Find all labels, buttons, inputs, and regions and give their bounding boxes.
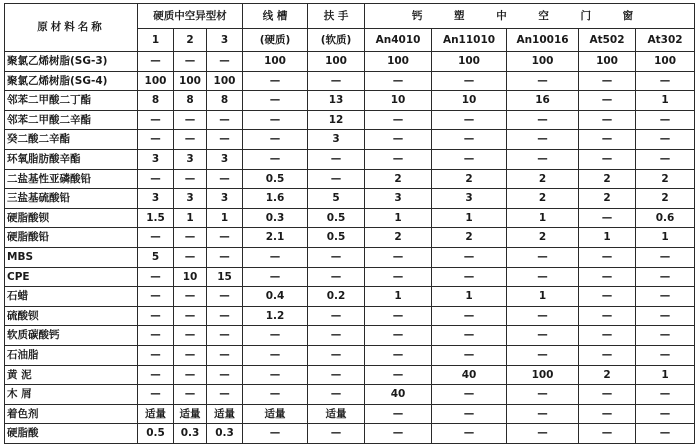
value-cell: — (579, 326, 636, 346)
hollow-col-1: 1 (138, 29, 174, 52)
value-cell: 100 (308, 52, 365, 72)
value-cell: — (207, 287, 243, 307)
value-cell: 3 (174, 149, 207, 169)
value-cell: 2 (507, 189, 579, 209)
value-cell: — (207, 110, 243, 130)
value-cell: 0.3 (243, 208, 308, 228)
value-cell: — (308, 247, 365, 267)
hollow-col-2: 2 (174, 29, 207, 52)
hollow-profile-header: 硬质中空异型材 (138, 4, 243, 29)
value-cell: 适量 (243, 404, 308, 424)
value-cell: — (174, 306, 207, 326)
value-cell: 3 (207, 149, 243, 169)
value-cell: 2 (365, 228, 432, 248)
material-name-cell: 石蜡 (5, 287, 138, 307)
value-cell: 40 (365, 385, 432, 405)
value-cell: 1.6 (243, 189, 308, 209)
value-cell: 16 (507, 91, 579, 111)
value-cell: 3 (207, 189, 243, 209)
value-cell: — (138, 267, 174, 287)
value-cell: 1.2 (243, 306, 308, 326)
value-cell: — (507, 306, 579, 326)
handrail-sub-header: (软质) (308, 29, 365, 52)
table-row (5, 91, 695, 111)
value-cell: 100 (507, 365, 579, 385)
value-cell: — (174, 345, 207, 365)
value-cell: — (207, 306, 243, 326)
value-cell: — (432, 267, 507, 287)
value-cell: 2.1 (243, 228, 308, 248)
material-name-cell: 癸二酸二辛酯 (5, 130, 138, 150)
value-cell: 8 (174, 91, 207, 111)
value-cell: 3 (138, 189, 174, 209)
value-cell: 100 (207, 71, 243, 91)
material-name-cell: 硬脂酸钡 (5, 208, 138, 228)
material-name-cell: 环氧脂肪酸辛酯 (5, 149, 138, 169)
value-cell: 3 (365, 189, 432, 209)
value-cell: 10 (365, 91, 432, 111)
value-cell: — (138, 110, 174, 130)
value-cell: — (507, 110, 579, 130)
value-cell: 1 (636, 365, 695, 385)
value-cell: — (365, 110, 432, 130)
value-cell: — (579, 208, 636, 228)
window-col-at302: At302 (636, 29, 695, 52)
value-cell: — (174, 365, 207, 385)
table-row (5, 326, 695, 346)
value-cell: — (207, 385, 243, 405)
value-cell: — (432, 71, 507, 91)
value-cell: 1 (365, 287, 432, 307)
table-row (5, 189, 695, 209)
material-name-cell: 邻苯二甲酸二辛酯 (5, 110, 138, 130)
value-cell: — (365, 306, 432, 326)
value-cell: — (507, 71, 579, 91)
value-cell: — (243, 149, 308, 169)
value-cell: — (365, 424, 432, 444)
value-cell: 1 (432, 287, 507, 307)
value-cell: — (432, 345, 507, 365)
value-cell: — (579, 287, 636, 307)
value-cell: 3 (174, 189, 207, 209)
value-cell: 100 (138, 71, 174, 91)
table-row (5, 306, 695, 326)
value-cell: — (432, 247, 507, 267)
value-cell: — (432, 149, 507, 169)
material-name-cell: 邻苯二甲酸二丁酯 (5, 91, 138, 111)
value-cell: — (138, 287, 174, 307)
value-cell: 100 (432, 52, 507, 72)
value-cell: — (579, 130, 636, 150)
value-cell: 3 (138, 149, 174, 169)
table-row (5, 287, 695, 307)
value-cell: 12 (308, 110, 365, 130)
value-cell: — (507, 130, 579, 150)
value-cell: — (636, 247, 695, 267)
value-cell: — (308, 385, 365, 405)
table-row (5, 110, 695, 130)
table-row (5, 169, 695, 189)
value-cell: — (579, 385, 636, 405)
table-header (5, 4, 695, 52)
value-cell: — (243, 247, 308, 267)
value-cell: — (365, 247, 432, 267)
table-row (5, 208, 695, 228)
value-cell: — (174, 247, 207, 267)
value-cell: — (207, 345, 243, 365)
value-cell: 3 (432, 189, 507, 209)
value-cell: — (507, 149, 579, 169)
value-cell: 2 (579, 169, 636, 189)
value-cell: — (636, 267, 695, 287)
value-cell: — (432, 130, 507, 150)
value-cell: 适量 (138, 404, 174, 424)
value-cell: — (507, 247, 579, 267)
value-cell: — (365, 149, 432, 169)
hollow-col-3: 3 (207, 29, 243, 52)
value-cell: — (174, 110, 207, 130)
value-cell: 100 (174, 71, 207, 91)
table-row (5, 365, 695, 385)
value-cell: — (579, 149, 636, 169)
handrail-header: 扶 手 (308, 4, 365, 29)
value-cell: — (138, 52, 174, 72)
value-cell: — (507, 345, 579, 365)
value-cell: — (432, 326, 507, 346)
value-cell: 100 (579, 52, 636, 72)
value-cell: — (636, 385, 695, 405)
material-name-cell: 石油脂 (5, 345, 138, 365)
value-cell: — (636, 287, 695, 307)
value-cell: — (207, 52, 243, 72)
value-cell: — (579, 424, 636, 444)
value-cell: — (365, 345, 432, 365)
value-cell: — (507, 267, 579, 287)
value-cell: 2 (636, 169, 695, 189)
trough-header: 线 槽 (243, 4, 308, 29)
value-cell: — (174, 169, 207, 189)
value-cell: — (243, 345, 308, 365)
value-cell: — (636, 404, 695, 424)
value-cell: — (507, 326, 579, 346)
value-cell: — (579, 110, 636, 130)
value-cell: 5 (308, 189, 365, 209)
value-cell: 1 (507, 287, 579, 307)
value-cell: — (579, 247, 636, 267)
value-cell: 100 (636, 52, 695, 72)
value-cell: — (174, 228, 207, 248)
material-name-cell: 聚氯乙烯树脂(SG-3) (5, 52, 138, 72)
value-cell: 适量 (174, 404, 207, 424)
value-cell: — (579, 345, 636, 365)
value-cell: — (579, 306, 636, 326)
value-cell: — (579, 404, 636, 424)
value-cell: — (207, 326, 243, 346)
value-cell: 0.3 (207, 424, 243, 444)
value-cell: — (174, 287, 207, 307)
material-name-cell: 木 屑 (5, 385, 138, 405)
window-col-at502: At502 (579, 29, 636, 52)
value-cell: — (243, 424, 308, 444)
value-cell: 10 (174, 267, 207, 287)
value-cell: — (207, 169, 243, 189)
table-row (5, 385, 695, 405)
value-cell: — (243, 110, 308, 130)
value-cell: 5 (138, 247, 174, 267)
window-col-an4010: An4010 (365, 29, 432, 52)
value-cell: 1 (507, 208, 579, 228)
value-cell: 40 (432, 365, 507, 385)
material-name-cell: 硬脂酸铅 (5, 228, 138, 248)
value-cell: 10 (432, 91, 507, 111)
value-cell: — (243, 267, 308, 287)
material-name-cell: CPE (5, 267, 138, 287)
value-cell: — (432, 306, 507, 326)
value-cell: — (579, 267, 636, 287)
value-cell: 2 (636, 189, 695, 209)
value-cell: — (138, 345, 174, 365)
table-row (5, 130, 695, 150)
value-cell: — (308, 169, 365, 189)
value-cell: — (174, 130, 207, 150)
value-cell: — (138, 326, 174, 346)
value-cell: 0.6 (636, 208, 695, 228)
trough-sub-header: (硬质) (243, 29, 308, 52)
value-cell: — (207, 247, 243, 267)
value-cell: — (365, 365, 432, 385)
value-cell: — (207, 130, 243, 150)
value-cell: 8 (138, 91, 174, 111)
table-row (5, 228, 695, 248)
table-body (5, 52, 695, 444)
value-cell: — (636, 326, 695, 346)
value-cell: — (365, 404, 432, 424)
value-cell: 1 (365, 208, 432, 228)
table-row (5, 267, 695, 287)
value-cell: — (579, 91, 636, 111)
table-row (5, 71, 695, 91)
value-cell: — (636, 149, 695, 169)
value-cell: 0.5 (308, 228, 365, 248)
table-row (5, 247, 695, 267)
value-cell: 1 (174, 208, 207, 228)
value-cell: — (138, 228, 174, 248)
value-cell: — (243, 385, 308, 405)
value-cell: 2 (365, 169, 432, 189)
table-row (5, 404, 695, 424)
value-cell: 适量 (207, 404, 243, 424)
value-cell: — (365, 326, 432, 346)
material-name-cell: 二盐基性亚磷酸铅 (5, 169, 138, 189)
value-cell: — (432, 110, 507, 130)
window-header: 钙 塑 中 空 门 窗 (365, 4, 695, 29)
material-header: 原材料名称 (5, 4, 138, 52)
value-cell: — (432, 385, 507, 405)
value-cell: — (365, 71, 432, 91)
value-cell: — (579, 71, 636, 91)
value-cell: — (308, 345, 365, 365)
value-cell: — (636, 130, 695, 150)
window-col-an10016: An10016 (507, 29, 579, 52)
value-cell: — (507, 424, 579, 444)
value-cell: — (138, 306, 174, 326)
value-cell: 13 (308, 91, 365, 111)
material-name-cell: 硫酸钡 (5, 306, 138, 326)
value-cell: 1 (579, 228, 636, 248)
value-cell: — (636, 110, 695, 130)
value-cell: — (507, 404, 579, 424)
value-cell: — (636, 71, 695, 91)
value-cell: — (636, 306, 695, 326)
value-cell: 1 (636, 228, 695, 248)
value-cell: — (138, 130, 174, 150)
value-cell: 2 (432, 228, 507, 248)
value-cell: — (174, 52, 207, 72)
value-cell: 8 (207, 91, 243, 111)
value-cell: — (308, 326, 365, 346)
material-name-cell: 黄 泥 (5, 365, 138, 385)
value-cell: 1 (207, 208, 243, 228)
value-cell: — (138, 169, 174, 189)
value-cell: — (138, 365, 174, 385)
material-name-cell: 着色剂 (5, 404, 138, 424)
value-cell: — (243, 130, 308, 150)
value-cell: — (308, 306, 365, 326)
value-cell: 15 (207, 267, 243, 287)
value-cell: 0.5 (138, 424, 174, 444)
value-cell: — (308, 365, 365, 385)
window-col-an11010: An11010 (432, 29, 507, 52)
value-cell: — (432, 404, 507, 424)
value-cell: — (174, 385, 207, 405)
value-cell: — (636, 345, 695, 365)
value-cell: — (636, 424, 695, 444)
material-name-cell: 硬脂酸 (5, 424, 138, 444)
value-cell: 2 (579, 365, 636, 385)
value-cell: 适量 (308, 404, 365, 424)
value-cell: 0.5 (243, 169, 308, 189)
value-cell: 0.3 (174, 424, 207, 444)
value-cell: — (308, 424, 365, 444)
material-name-cell: 聚氯乙烯树脂(SG-4) (5, 71, 138, 91)
value-cell: — (243, 365, 308, 385)
value-cell: 100 (365, 52, 432, 72)
value-cell: — (308, 71, 365, 91)
table-row (5, 149, 695, 169)
value-cell: 0.2 (308, 287, 365, 307)
value-cell: — (207, 228, 243, 248)
value-cell: 0.4 (243, 287, 308, 307)
value-cell: 0.5 (308, 208, 365, 228)
value-cell: — (138, 385, 174, 405)
value-cell: — (432, 424, 507, 444)
value-cell: — (243, 71, 308, 91)
table-row (5, 424, 695, 444)
value-cell: 2 (507, 169, 579, 189)
value-cell: — (507, 385, 579, 405)
material-name-cell: MBS (5, 247, 138, 267)
value-cell: — (207, 365, 243, 385)
value-cell: — (243, 326, 308, 346)
value-cell: 100 (243, 52, 308, 72)
table-row (5, 345, 695, 365)
value-cell: — (308, 149, 365, 169)
value-cell: — (365, 130, 432, 150)
value-cell: 3 (308, 130, 365, 150)
value-cell: — (308, 267, 365, 287)
value-cell: 100 (507, 52, 579, 72)
value-cell: — (243, 91, 308, 111)
value-cell: 1 (636, 91, 695, 111)
value-cell: 2 (579, 189, 636, 209)
table-row (5, 52, 695, 72)
value-cell: 2 (507, 228, 579, 248)
value-cell: 1.5 (138, 208, 174, 228)
value-cell: 1 (432, 208, 507, 228)
value-cell: 2 (432, 169, 507, 189)
formula-table (4, 3, 695, 444)
material-name-cell: 软质碳酸钙 (5, 326, 138, 346)
value-cell: — (174, 326, 207, 346)
material-name-cell: 三盐基硫酸铅 (5, 189, 138, 209)
value-cell: — (365, 267, 432, 287)
